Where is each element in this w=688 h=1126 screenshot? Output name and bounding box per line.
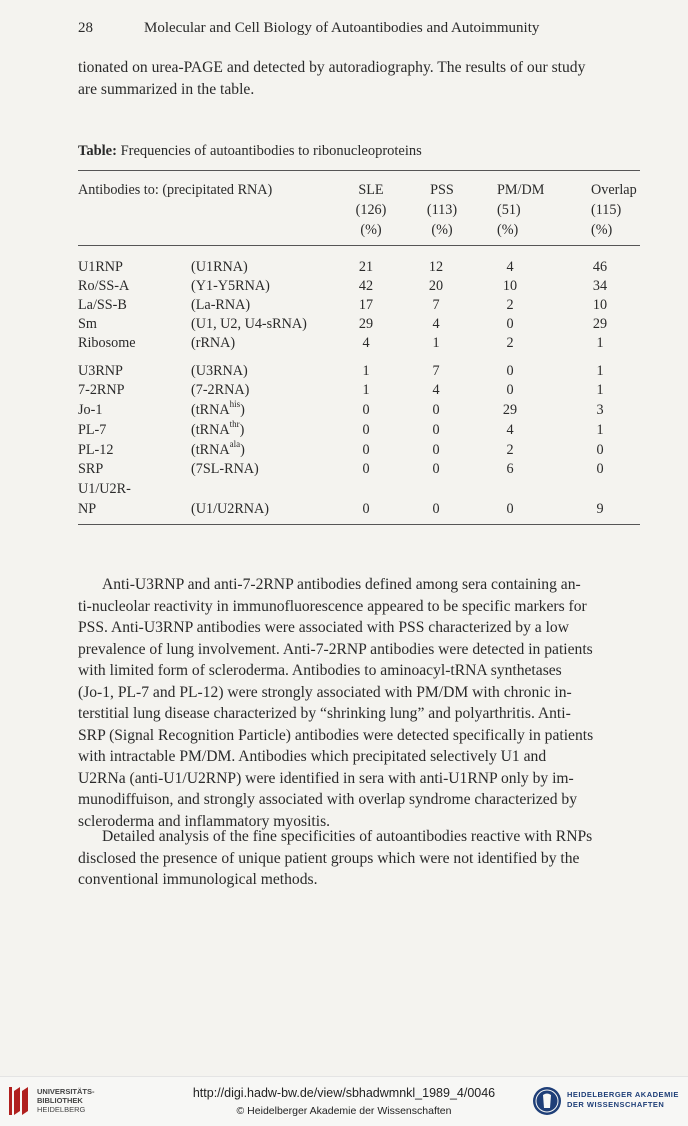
- cell-overlap: 29: [592, 316, 608, 332]
- cell-pss: 0: [432, 402, 440, 418]
- cell-sle: 0: [362, 461, 370, 477]
- academy-name: [567, 1090, 679, 1110]
- cell-overlap: 1: [596, 382, 604, 398]
- cell-antibody: Ro/SS-A: [78, 278, 130, 294]
- rna-superscript: his: [229, 399, 241, 409]
- cell-pmdm: 6: [506, 461, 514, 477]
- cell-rna: (U1, U2, U4-sRNA): [191, 316, 307, 332]
- text-line: SRP (Signal Recognition Particle) antibodies were detected specifically in patients: [78, 726, 594, 744]
- cell-pmdm: 0: [506, 363, 514, 379]
- table-caption-label: Table:: [78, 143, 117, 159]
- cell-antibody-cont: NP: [78, 501, 97, 517]
- academy-name-line: HEIDELBERGER AKADEMIE: [567, 1090, 679, 1099]
- text-line: munodiffuison, and strongly associated with overlap syndrome characterized by: [78, 791, 578, 808]
- text-line: are summarized in the table.: [78, 80, 255, 98]
- text-line: tionated on urea-PAGE and detected by autoradiography. The results of our study: [78, 59, 586, 76]
- header-col-pmdm-n: (51): [497, 202, 521, 218]
- text-line: Detailed analysis of the fine specificities of autoantibodies reactive with RNPs: [102, 828, 593, 845]
- cell-sle: 0: [362, 402, 370, 418]
- cell-overlap: 0: [596, 442, 604, 458]
- body-paragraph-2: [78, 826, 640, 891]
- cell-pmdm: 4: [506, 422, 514, 438]
- library-name-line: BIBLIOTHEK: [37, 1096, 83, 1105]
- cell-pss: 4: [432, 382, 440, 398]
- cell-overlap: 1: [596, 363, 604, 379]
- cell-pmdm: 2: [506, 442, 514, 458]
- academy-name-line: DER WISSENSCHAFTEN: [567, 1100, 665, 1109]
- cell-rna: (Y1-Y5RNA): [191, 278, 270, 294]
- cell-antibody: Jo-1: [78, 402, 103, 418]
- cell-pmdm: 0: [506, 501, 514, 517]
- cell-sle: 29: [358, 316, 374, 332]
- cell-sle: 0: [362, 442, 370, 458]
- cell-overlap: 10: [592, 297, 608, 313]
- library-name-line: UNIVERSITÄTS-: [37, 1087, 95, 1096]
- table-bottom-rule: [78, 524, 640, 525]
- text-line: prevalence of lung involvement. Anti-7-2RNP antibodies were detected in patients: [78, 640, 593, 658]
- text-line: disclosed the presence of unique patient groups which were not identified by the: [78, 849, 580, 867]
- text-line: with intractable PM/DM. Antibodies which precipitated selectively U1 and: [78, 748, 547, 765]
- table-caption-text: Frequencies of autoantibodies to ribonucleoproteins: [120, 143, 422, 159]
- cell-rna: (La-RNA): [191, 297, 251, 313]
- header-col-sle-n: (126): [355, 202, 387, 218]
- page-number: 28: [78, 20, 93, 36]
- source-url-link[interactable]: http://digi.hadw-bw.de/view/sbhadwmnkl_1989_4/0046: [192, 1086, 496, 1100]
- cell-sle: 1: [362, 363, 370, 379]
- cell-pss: 1: [432, 335, 440, 351]
- cell-antibody: PL-12: [78, 442, 114, 458]
- header-col-pss-n: (113): [426, 202, 458, 218]
- academy-seal-icon: [532, 1084, 562, 1118]
- cell-overlap: 9: [596, 501, 604, 517]
- cell-antibody: La/SS-B: [78, 297, 127, 313]
- cell-antibody: U1/U2R-: [78, 481, 131, 497]
- cell-rna: [191, 421, 244, 439]
- text-line: Anti-U3RNP and anti-7-2RNP antibodies defined among sera containing an-: [102, 576, 581, 593]
- cell-pss: 7: [432, 363, 440, 379]
- cell-sle: 0: [362, 501, 370, 517]
- cell-pmdm: 29: [502, 402, 518, 418]
- cell-pmdm: 0: [506, 382, 514, 398]
- cell-antibody: PL-7: [78, 422, 107, 438]
- header-col-overlap: Overlap: [591, 182, 637, 198]
- cell-rna: (7-2RNA): [191, 382, 250, 398]
- cell-pmdm: 10: [502, 278, 518, 294]
- rna-name: (tRNA: [191, 402, 230, 418]
- cell-pss: 4: [432, 316, 440, 332]
- header-antibodies: Antibodies to: (precipitated RNA): [78, 182, 273, 198]
- cell-overlap: 0: [596, 461, 604, 477]
- text-line: scleroderma and inflammatory myositis.: [78, 812, 331, 830]
- cell-rna: (rRNA): [191, 335, 236, 351]
- cell-sle: 0: [362, 422, 370, 438]
- cell-overlap: 3: [596, 402, 604, 418]
- table-top-rule: [78, 170, 640, 171]
- intro-paragraph: [78, 57, 640, 100]
- header-col-pss: PSS: [430, 182, 454, 198]
- cell-pss: 0: [432, 422, 440, 438]
- rna-name: (tRNA: [191, 442, 230, 458]
- header-col-overlap-n: (115): [591, 202, 622, 218]
- rna-close: ): [240, 402, 245, 418]
- header-col-pmdm: PM/DM: [497, 182, 545, 198]
- text-line: ti-nucleolar reactivity in immunofluorescence appeared to be specific markers for: [78, 597, 587, 615]
- rna-superscript: thr: [229, 419, 240, 429]
- copyright-notice: © Heidelberger Akademie der Wissenschaften: [236, 1105, 452, 1117]
- cell-overlap: 34: [592, 278, 608, 294]
- cell-rna: (U1RNA): [191, 259, 248, 275]
- cell-overlap: 1: [596, 335, 604, 351]
- cell-pss: 0: [432, 501, 440, 517]
- cell-rna: [191, 441, 245, 459]
- cell-antibody: Sm: [78, 316, 97, 332]
- cell-antibody: U3RNP: [78, 363, 123, 379]
- cell-rna: (7SL-RNA): [191, 461, 259, 477]
- rna-close: ): [240, 442, 245, 458]
- cell-sle: 21: [358, 259, 374, 275]
- cell-pmdm: 2: [506, 297, 514, 313]
- cell-pss: 20: [428, 278, 444, 294]
- cell-pss: 0: [432, 442, 440, 458]
- rna-superscript: ala: [229, 439, 241, 449]
- cell-antibody: 7-2RNP: [78, 382, 125, 398]
- digitization-footer: [0, 1076, 688, 1126]
- cell-rna: (U1/U2RNA): [191, 501, 270, 517]
- cell-pmdm: 4: [506, 259, 514, 275]
- header-col-overlap-unit: (%): [591, 222, 613, 238]
- header-col-pss-unit: (%): [431, 222, 453, 238]
- text-line: U2RNa (anti-U1/U2RNP) were identified in sera with anti-U1RNP only by im-: [78, 769, 574, 787]
- text-line: conventional immunological methods.: [78, 871, 318, 888]
- text-line: terstitial lung disease characterized by “shrinking lung” and polyarthritis. Anti-: [78, 705, 571, 722]
- cell-pss: 7: [432, 297, 440, 313]
- header-col-pmdm-unit: (%): [497, 222, 519, 238]
- cell-overlap: 1: [596, 422, 604, 438]
- rna-close: ): [239, 422, 245, 438]
- header-col-sle: SLE: [358, 182, 384, 198]
- cell-sle: 42: [358, 278, 374, 294]
- cell-pmdm: 2: [506, 335, 514, 351]
- cell-pss: 12: [428, 259, 444, 275]
- cell-antibody: U1RNP: [78, 259, 123, 275]
- cell-sle: 4: [362, 335, 370, 351]
- running-title: Molecular and Cell Biology of Autoantibodies and Autoimmunity: [144, 20, 540, 36]
- text-line: PSS. Anti-U3RNP antibodies were associated with PSS characterized by a low: [78, 619, 569, 636]
- cell-rna: [191, 401, 245, 419]
- body-paragraph-1: [78, 574, 640, 832]
- text-line: (Jo-1, PL-7 and PL-12) were strongly associated with PM/DM with chronic in-: [78, 683, 572, 701]
- rna-name: (tRNA: [191, 422, 230, 438]
- cell-sle: 17: [358, 297, 374, 313]
- header-col-sle-unit: (%): [360, 222, 382, 238]
- cell-pss: 0: [432, 461, 440, 477]
- table-caption: [78, 143, 422, 160]
- cell-antibody: SRP: [78, 461, 104, 477]
- cell-pmdm: 0: [506, 316, 514, 332]
- table-header-rule: [78, 245, 640, 246]
- cell-overlap: 46: [592, 259, 608, 275]
- cell-antibody: Ribosome: [78, 335, 136, 351]
- cell-sle: 1: [362, 382, 370, 398]
- library-city: HEIDELBERG: [37, 1105, 86, 1114]
- cell-rna: (U3RNA): [191, 363, 248, 379]
- text-line: with limited form of scleroderma. Antibodies to aminoacyl-tRNA synthetases: [78, 662, 562, 679]
